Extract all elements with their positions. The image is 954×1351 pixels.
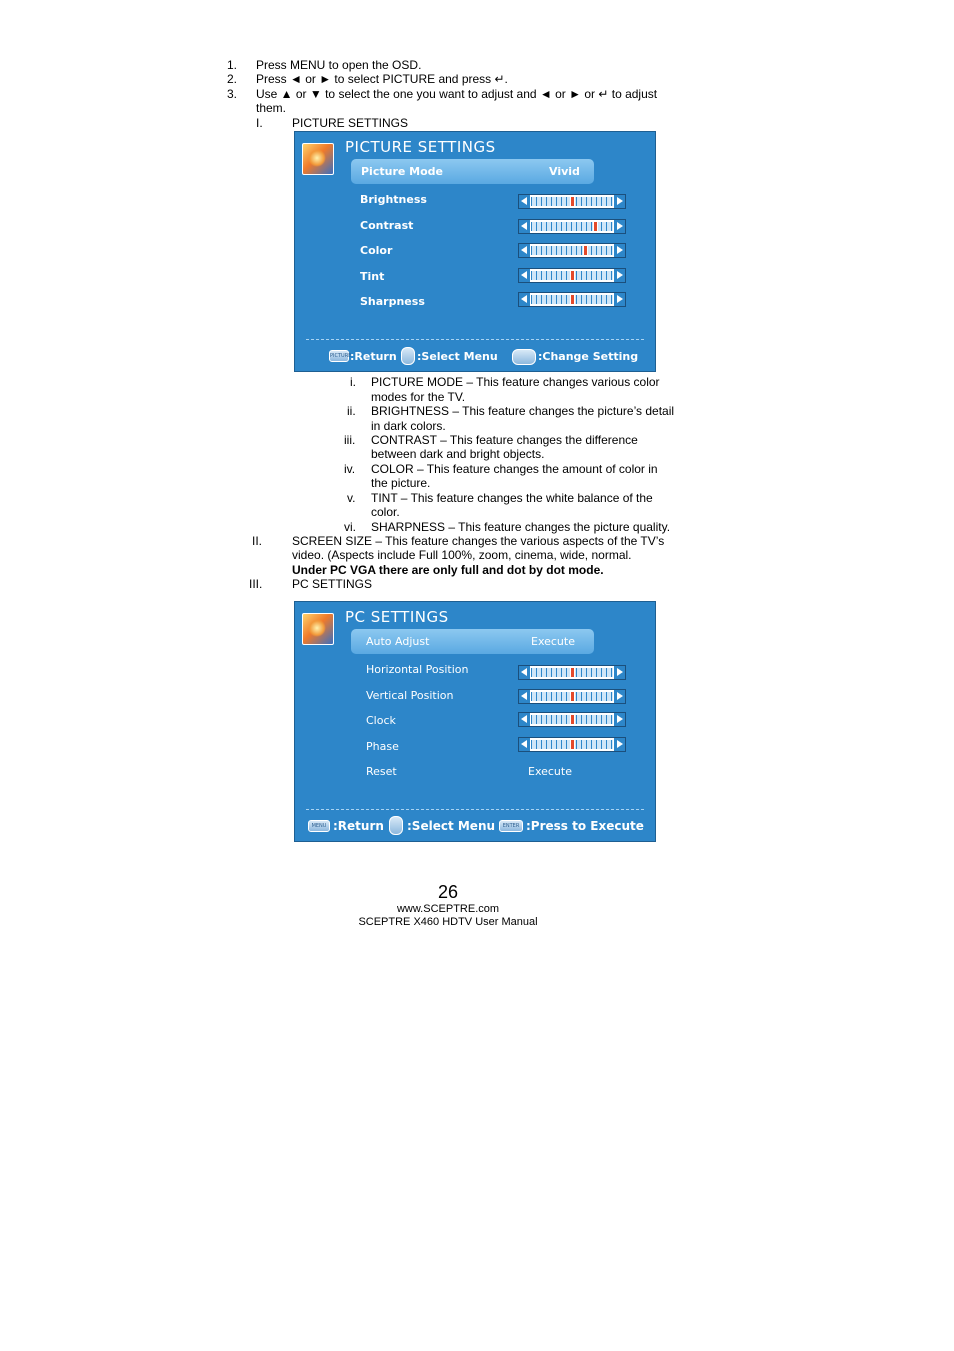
step-2-text: Press ◄ or ► to select PICTURE and press ↵. [256, 72, 508, 86]
slider-right-arrow-icon [614, 713, 625, 726]
osd-title: PICTURE SETTINGS [345, 138, 496, 156]
auto-adjust-label: Auto Adjust [366, 635, 430, 648]
left-right-key-icon [512, 349, 536, 365]
horizontal-position-label: Horizontal Position [366, 663, 469, 676]
step-3-text: Use ▲ or ▼ to select the one you want to adjust and ◄ or ► or ↵ to adjust [256, 87, 658, 101]
step-3-number: 3. [227, 87, 238, 101]
item-v-text-cont: color. [371, 505, 400, 519]
item-iii-text: CONTRAST – This feature changes the difference [371, 433, 638, 447]
phase-label: Phase [366, 740, 399, 753]
item-v-number: v. [347, 491, 356, 505]
select-menu-hint: :Select Menu [417, 350, 498, 363]
slider-right-arrow-icon [614, 738, 625, 751]
slider-left-arrow-icon [519, 244, 530, 257]
item-i-text-cont: modes for the TV. [371, 390, 466, 404]
slider-knob[interactable] [570, 294, 575, 305]
vertical-position-label: Vertical Position [366, 689, 454, 702]
picture-mode-item[interactable] [351, 159, 594, 184]
sharpness-label: Sharpness [360, 295, 425, 308]
item-ii-text-cont: in dark colors. [371, 419, 446, 433]
slider-knob[interactable] [570, 739, 575, 750]
slider-right-arrow-icon [614, 220, 625, 233]
slider-left-arrow-icon [519, 195, 530, 208]
slider-right-arrow-icon [614, 269, 625, 282]
page-number: 26 [437, 882, 459, 902]
osd-divider [306, 809, 644, 810]
section-3-title: PC SETTINGS [292, 577, 373, 591]
tint-slider[interactable] [518, 268, 626, 283]
slider-knob[interactable] [570, 270, 575, 281]
slider-track [531, 246, 613, 255]
osd-logo-icon [302, 613, 334, 645]
section-3-number: III. [249, 577, 263, 591]
picture-mode-value: Vivid [549, 165, 580, 178]
osd-logo-icon [302, 143, 334, 175]
item-iv-number: iv. [344, 462, 356, 476]
osd-title: PC SETTINGS [345, 608, 449, 626]
sharpness-slider[interactable] [518, 292, 626, 307]
clock-label: Clock [366, 714, 396, 727]
section-2-note: Under PC VGA there are only full and dot by dot mode. [292, 563, 604, 577]
slider-left-arrow-icon [519, 713, 530, 726]
slider-left-arrow-icon [519, 666, 530, 679]
step-3-text-cont: them. [256, 101, 287, 115]
tint-label: Tint [360, 270, 385, 283]
item-v-text: TINT – This feature changes the white balance of the [371, 491, 653, 505]
brightness-label: Brightness [360, 193, 427, 206]
reset-label: Reset [366, 765, 397, 778]
item-i-text: PICTURE MODE – This feature changes various color [371, 375, 660, 389]
enter-key-icon: ENTER [499, 820, 523, 832]
clock-slider[interactable] [518, 712, 626, 727]
vertical-position-slider[interactable] [518, 689, 626, 704]
item-ii-number: ii. [347, 404, 356, 418]
color-slider[interactable] [518, 243, 626, 258]
slider-knob[interactable] [570, 667, 575, 678]
step-2-number: 2. [227, 72, 238, 86]
phase-slider[interactable] [518, 737, 626, 752]
item-vi-text: SHARPNESS – This feature changes the picture quality. [371, 520, 671, 534]
change-setting-hint: :Change Setting [538, 350, 639, 363]
picture-settings-osd [294, 131, 656, 372]
item-iii-number: iii. [344, 433, 356, 447]
slider-knob[interactable] [593, 221, 598, 232]
section-2-line2: video. (Aspects include Full 100%, zoom, cinema, wide, normal. [292, 548, 632, 562]
select-menu-hint: :Select Menu [407, 819, 496, 833]
slider-left-arrow-icon [519, 690, 530, 703]
slider-right-arrow-icon [614, 244, 625, 257]
auto-adjust-item[interactable] [351, 629, 594, 654]
slider-right-arrow-icon [614, 195, 625, 208]
item-iv-text-cont: the picture. [371, 476, 431, 490]
slider-left-arrow-icon [519, 738, 530, 751]
item-i-number: i. [350, 375, 356, 389]
return-hint: :Return [350, 350, 397, 363]
slider-knob[interactable] [583, 245, 588, 256]
slider-left-arrow-icon [519, 293, 530, 306]
osd-divider [306, 339, 644, 340]
section-1-title: PICTURE SETTINGS [292, 116, 409, 130]
step-1-number: 1. [227, 58, 238, 72]
section-1-number: I. [256, 116, 263, 130]
item-iii-text-cont: between dark and bright objects. [371, 447, 545, 461]
pc-settings-osd [294, 601, 656, 842]
reset-value[interactable]: Execute [528, 765, 572, 778]
slider-knob[interactable] [570, 714, 575, 725]
up-down-key-icon [389, 816, 403, 835]
slider-right-arrow-icon [614, 293, 625, 306]
footer-manual-title: SCEPTRE X460 HDTV User Manual [358, 916, 538, 928]
slider-left-arrow-icon [519, 220, 530, 233]
return-hint: :Return [333, 819, 384, 833]
picture-mode-label: Picture Mode [361, 165, 443, 178]
section-2-number: II. [252, 534, 263, 548]
brightness-slider[interactable] [518, 194, 626, 209]
slider-right-arrow-icon [614, 666, 625, 679]
color-label: Color [360, 244, 393, 257]
section-2-line1: SCREEN SIZE – This feature changes the various aspects of the TV’s [292, 534, 665, 548]
auto-adjust-value: Execute [531, 635, 575, 648]
horizontal-position-slider[interactable] [518, 665, 626, 680]
item-iv-text: COLOR – This feature changes the amount of color in [371, 462, 658, 476]
contrast-slider[interactable] [518, 219, 626, 234]
slider-knob[interactable] [570, 196, 575, 207]
footer-url: www.SCEPTRE.com [396, 903, 500, 915]
slider-right-arrow-icon [614, 690, 625, 703]
step-1-text: Press MENU to open the OSD. [256, 58, 422, 72]
slider-left-arrow-icon [519, 269, 530, 282]
contrast-label: Contrast [360, 219, 414, 232]
slider-track [531, 222, 613, 231]
item-vi-number: vi. [344, 520, 356, 534]
up-down-key-icon [401, 347, 415, 365]
item-ii-text: BRIGHTNESS – This feature changes the picture’s detail [371, 404, 675, 418]
picture-key-icon: PICTURE [329, 350, 349, 362]
slider-knob[interactable] [570, 691, 575, 702]
menu-key-icon: MENU [308, 820, 330, 832]
press-to-execute-hint: :Press to Execute [526, 819, 644, 833]
